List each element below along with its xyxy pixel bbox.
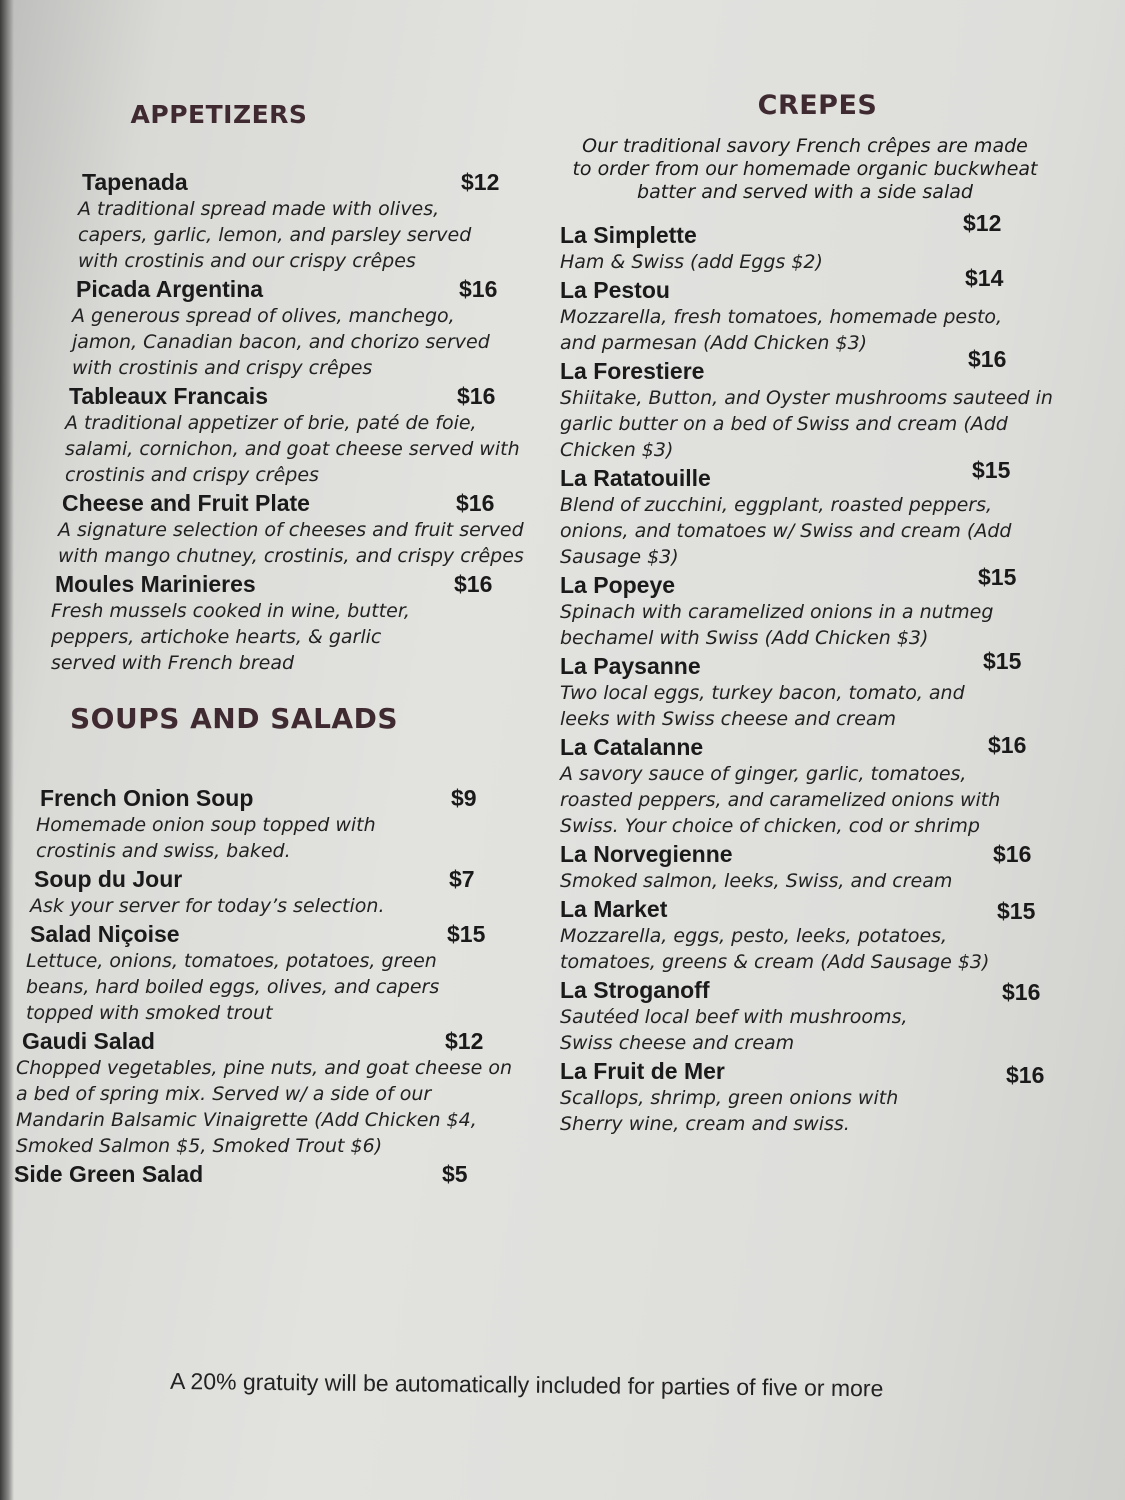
item-name: Side Green Salad [14, 1161, 204, 1187]
menu-item [560, 1058, 1065, 1137]
menu-item [560, 734, 1065, 839]
item-price: $16 [1002, 979, 1041, 1005]
menu-item [14, 169, 514, 274]
item-name: Salad Niçoise [30, 921, 180, 947]
item-desc: Sautéed local beef with mushrooms, Swiss cheese and cream [560, 1006, 908, 1054]
item-name: La Market [560, 896, 668, 922]
item-price: $15 [972, 457, 1011, 483]
menu-item [14, 1028, 514, 1159]
item-price: $16 [454, 571, 493, 597]
menu-item [14, 383, 520, 488]
menu-item [14, 921, 514, 1026]
item-desc: Lettuce, onions, tomatoes, potatoes, green beans, hard boiled eggs, olives, and capers topped with smoked trout [26, 950, 440, 1024]
item-price: $15 [997, 898, 1036, 924]
item-desc: Mozzarella, eggs, pesto, leeks, potatoes, tomatoes, greens & cream (Add Sausage $3) [560, 925, 990, 973]
menu-item [14, 276, 514, 381]
item-desc: Mozzarella, fresh tomatoes, homemade pesto, and parmesan (Add Chicken $3) [560, 306, 1003, 354]
item-desc: Homemade onion soup topped with crostinis and swiss, baked. [36, 814, 376, 862]
item-name: La Ratatouille [560, 465, 711, 491]
item-desc: A savory sauce of ginger, garlic, tomatoes, roasted peppers, and caramelized onions with Swiss. Your choice of chicken, cod or shrimp [560, 763, 1001, 837]
item-name: La Norvegienne [560, 841, 733, 867]
appetizers-title: APPETIZERS [130, 100, 308, 129]
item-price: $16 [459, 276, 498, 302]
menu-item [14, 866, 514, 919]
item-price: $15 [447, 921, 486, 947]
item-desc: Scallops, shrimp, green onions with Sherry wine, cream and swiss. [560, 1087, 899, 1135]
crepes-intro: Our traditional savory French crêpes are made to order from our homemade organic buckwheat batter and served with a side salad [572, 135, 1038, 203]
item-name: La Simplette [560, 222, 697, 248]
item-name: Cheese and Fruit Plate [62, 490, 310, 516]
item-price: $16 [988, 732, 1027, 758]
item-name: La Fruit de Mer [560, 1058, 725, 1084]
item-name: Gaudi Salad [22, 1028, 155, 1054]
item-price: $14 [965, 265, 1004, 291]
crepes-title: CREPES [757, 90, 878, 121]
item-desc: Ham & Swiss (add Eggs $2) [560, 251, 823, 273]
item-name: French Onion Soup [40, 785, 254, 811]
item-name: Picada Argentina [76, 276, 264, 302]
crepes-list [560, 210, 1065, 1137]
item-name: Tableaux Francais [69, 383, 268, 409]
item-price: $9 [451, 785, 477, 811]
item-name: Tapenada [82, 169, 188, 195]
page-edge-shadow [0, 0, 14, 1500]
right-column [560, 90, 1065, 1137]
menu-item [14, 571, 514, 676]
menu-item [560, 265, 1065, 356]
item-price: $12 [461, 169, 500, 195]
item-desc: Two local eggs, turkey bacon, tomato, and leeks with Swiss cheese and cream [560, 682, 965, 730]
menu-item [14, 490, 524, 569]
item-desc: Shiitake, Button, and Oyster mushrooms sauteed in garlic butter on a bed of Swiss and cream (Add Chicken $3) [560, 387, 1053, 461]
item-price: $16 [457, 383, 496, 409]
item-name: La Forestiere [560, 358, 705, 384]
soups-list [14, 785, 514, 1188]
item-price: $16 [993, 841, 1032, 867]
item-price: $15 [978, 564, 1017, 590]
menu-item [560, 841, 1065, 894]
menu-item [560, 896, 1065, 975]
item-price: $7 [449, 866, 475, 892]
gratuity-note: A 20% gratuity will be automatically included for parties of five or more [169, 1367, 884, 1402]
item-name: La Popeye [560, 572, 676, 598]
item-desc: Blend of zucchini, eggplant, roasted peppers, onions, and tomatoes w/ Swiss and cream (Add Sausage $3) [560, 494, 1012, 568]
item-desc: A signature selection of cheeses and fruit served with mango chutney, crostinis, and crispy crêpes [58, 519, 524, 567]
left-column [14, 100, 524, 1188]
menu-item [560, 648, 1065, 732]
item-price: $5 [442, 1161, 468, 1187]
item-price: $12 [445, 1028, 484, 1054]
menu-item [560, 977, 1065, 1056]
menu-item [560, 457, 1065, 570]
item-name: La Pestou [560, 277, 670, 303]
item-price: $12 [963, 210, 1002, 236]
item-desc: Fresh mussels cooked in wine, butter, peppers, artichoke hearts, & garlic served with French bread [51, 600, 410, 674]
menu-item [560, 564, 1065, 651]
item-desc: Smoked salmon, leeks, Swiss, and cream [560, 870, 953, 892]
item-name: Soup du Jour [34, 866, 183, 892]
menu-item [560, 346, 1065, 463]
item-name: Moules Marinieres [55, 571, 256, 597]
item-name: La Catalanne [560, 734, 704, 760]
item-price: $16 [456, 490, 495, 516]
menu-item [14, 1161, 514, 1188]
item-name: La Stroganoff [560, 977, 710, 1003]
item-desc: Ask your server for today’s selection. [30, 895, 385, 917]
item-desc: Chopped vegetables, pine nuts, and goat cheese on a bed of spring mix. Served w/ a side of our Mandarin Balsamic Vinaigrette (Add Chicken $4, Smoked Salmon $5, Smoked Trout $6) [16, 1057, 513, 1157]
item-price: $16 [1006, 1062, 1045, 1088]
item-desc: A traditional appetizer of brie, paté de foie, salami, cornichon, and goat cheese served with crostinis and crispy crêpes [65, 412, 520, 486]
item-price: $15 [983, 648, 1022, 674]
item-name: La Paysanne [560, 653, 701, 679]
item-desc: Spinach with caramelized onions in a nutmeg bechamel with Swiss (Add Chicken $3) [560, 601, 994, 649]
item-price: $16 [968, 346, 1007, 372]
soups-salads-title: SOUPS AND SALADS [70, 702, 398, 735]
appetizers-list [14, 169, 524, 676]
menu-item [14, 785, 514, 864]
item-desc: A generous spread of olives, manchego, jamon, Canadian bacon, and chorizo served with crostinis and crispy crêpes [72, 305, 490, 379]
item-desc: A traditional spread made with olives, capers, garlic, lemon, and parsley served with crostinis and our crispy crêpes [78, 198, 472, 272]
